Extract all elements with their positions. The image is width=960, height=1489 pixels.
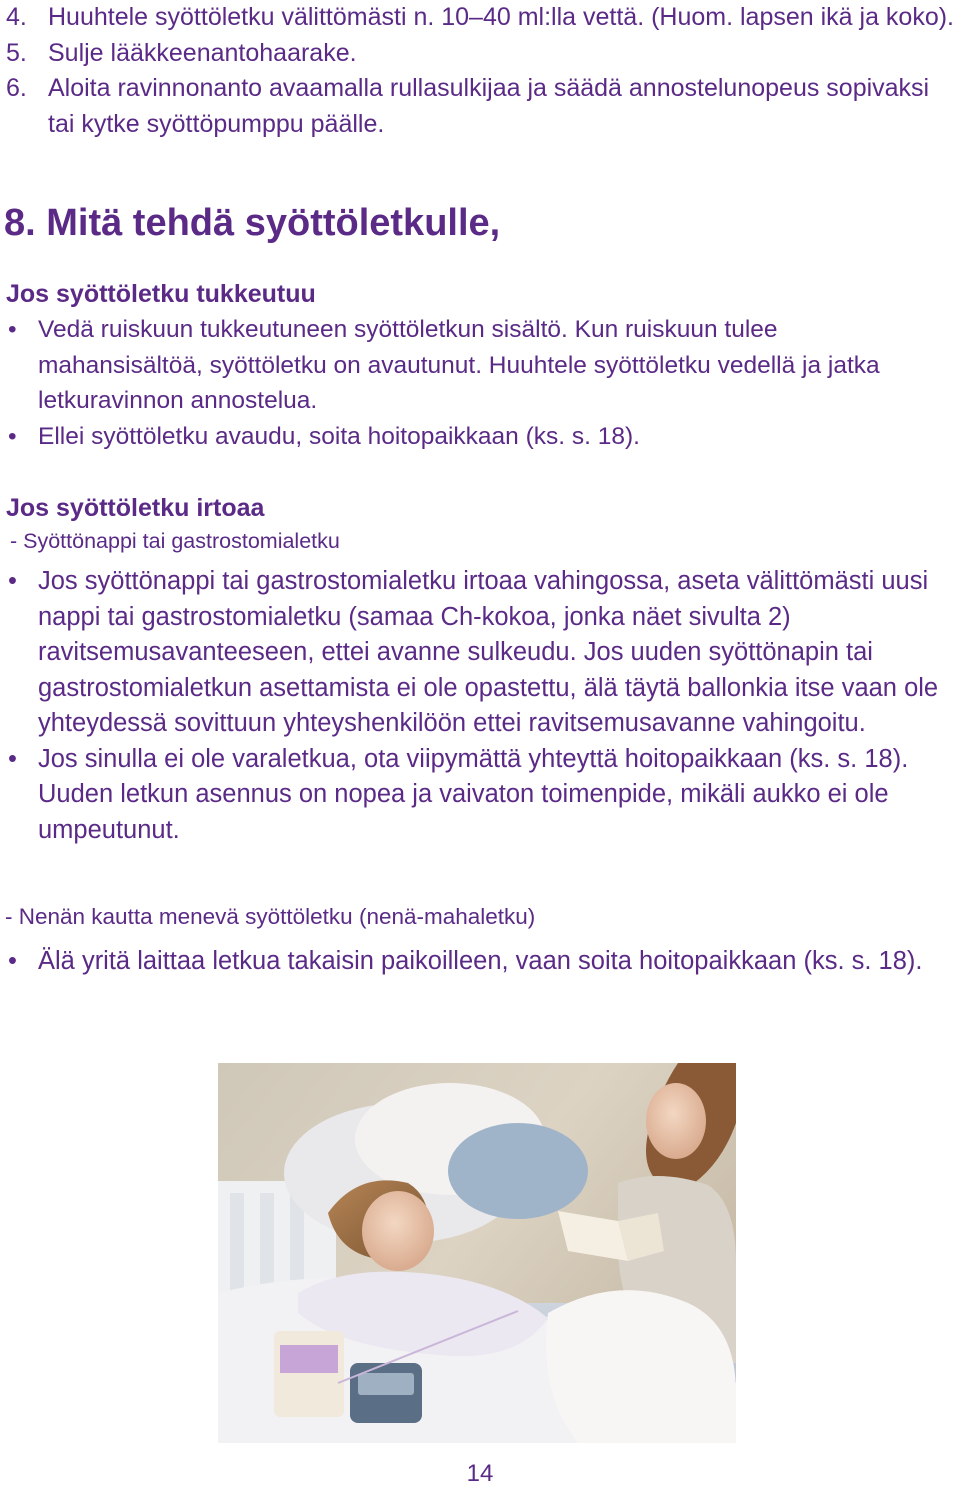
- page-number: 14: [466, 1460, 494, 1487]
- list-item-text: Jos sinulla ei ole varaletkua, ota viipymättä yhteyttä hoitopaikkaan (ks. s. 18). Uuden letkun asennus on nopea ja vaivaton toimenpide, mikäli aukko ei ole umpeutunut.: [38, 744, 909, 844]
- bullet-icon: •: [8, 316, 17, 343]
- subheading-nasogastric: - Nenän kautta menevä syöttöletku (nenä-mahaletku): [5, 904, 536, 929]
- numbered-steps: [6, 0, 956, 142]
- step-number: 6.: [6, 74, 27, 102]
- list-item: [6, 944, 946, 980]
- subheading-button-gastrostomy: - Syöttönappi tai gastrostomialetku: [10, 529, 340, 553]
- section-title: 8. Mitä tehdä syöttöletkulle,: [4, 202, 501, 244]
- blocked-heading: Jos syöttöletku tukkeutuu: [6, 280, 316, 308]
- step-item: [6, 36, 956, 72]
- step-number: 5.: [6, 38, 27, 67]
- gastrostomy-bullet-list: [6, 564, 946, 848]
- step-item: [6, 71, 956, 142]
- list-item-text: Ellei syöttöletku avaudu, soita hoitopaikkaan (ks. s. 18).: [38, 422, 640, 450]
- nasogastric-bullet-list: [6, 944, 946, 980]
- detached-heading: Jos syöttöletku irtoaa: [6, 494, 265, 522]
- photo-illustration: [218, 1063, 736, 1443]
- list-item-text: Jos syöttönappi tai gastrostomialetku irtoaa vahingossa, aseta välittömästi uusi nappi tai gastrostomialetku (samaa Ch-kokoa, jonka näet sivulta 2) ravitsemusavanteeseen, ettei avanne sulkeudu. Jos uuden syöttönapin tai gastrostomialetkun asettamista ei ole opastettu, älä täytä ballonkia itse vaan ole yhteydessä sovittuun yhteyshenkilöön ettei ravitsemusavanne vahingoitu.: [38, 567, 939, 737]
- bullet-icon: •: [8, 744, 17, 773]
- list-item: [6, 312, 946, 419]
- blocked-bullet-list: [6, 312, 946, 454]
- list-item: [6, 742, 946, 849]
- bullet-icon: •: [8, 947, 17, 975]
- bullet-icon: •: [8, 422, 17, 450]
- step-item: [6, 0, 956, 36]
- photo-mother-reading-to-child: [218, 1063, 736, 1443]
- step-text: Huuhtele syöttöletku välittömästi n. 10–40 ml:lla vettä. (Huom. lapsen ikä ja koko).: [48, 3, 954, 31]
- list-item-text: Vedä ruiskuun tukkeutuneen syöttöletkun sisältö. Kun ruiskuun tulee mahansisältöä, syöttöletku on avautunut. Huuhtele syöttöletku vedellä ja jatka letkuravinnon annostelua.: [38, 316, 880, 414]
- step-text: Aloita ravinnonanto avaamalla rullasulkijaa ja säädä annostelunopeus sopivaksi tai kytke syöttöpumppu päälle.: [48, 74, 930, 138]
- step-text: Sulje lääkkeenantohaarake.: [48, 38, 357, 67]
- list-item-text: Älä yritä laittaa letkua takaisin paikoilleen, vaan soita hoitopaikkaan (ks. s. 18).: [38, 947, 923, 975]
- list-item: [6, 419, 946, 455]
- list-item: [6, 564, 946, 742]
- bullet-icon: •: [8, 567, 17, 595]
- step-number: 4.: [6, 3, 27, 31]
